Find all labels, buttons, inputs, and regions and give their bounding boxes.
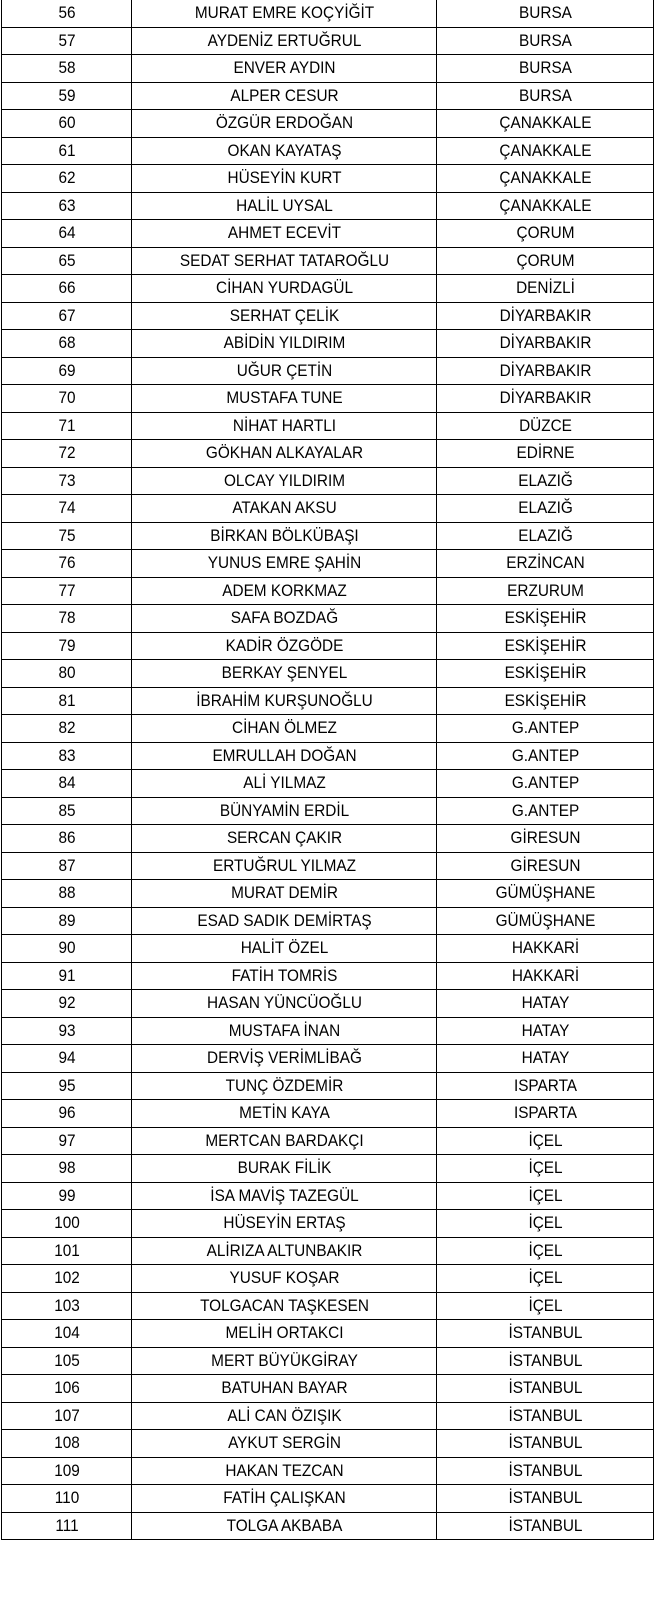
table-row: [2, 660, 654, 688]
city-cell: DİYARBAKIR: [444, 330, 646, 358]
table-row: [2, 1100, 654, 1128]
row-number-cell: 63: [6, 192, 127, 220]
name-cell: TOLGACAN TAŞKESEN: [142, 1292, 426, 1320]
table-row: [2, 27, 654, 55]
table-row: [2, 385, 654, 413]
row-number-cell: 74: [6, 495, 127, 523]
row-number-cell: 57: [6, 27, 127, 55]
city-cell: ESKİŞEHİR: [444, 687, 646, 715]
name-cell: HASAN YÜNCÜOĞLU: [142, 990, 426, 1018]
city-cell: HAKKARİ: [444, 962, 646, 990]
name-cell: İBRAHİM KURŞUNOĞLU: [142, 687, 426, 715]
city-cell: İSTANBUL: [444, 1347, 646, 1375]
table-row: [2, 1347, 654, 1375]
row-number-cell: 75: [6, 522, 127, 550]
city-cell: G.ANTEP: [444, 715, 646, 743]
row-number-cell: 58: [6, 55, 127, 83]
name-cell: TUNÇ ÖZDEMİR: [142, 1072, 426, 1100]
city-cell: ISPARTA: [444, 1072, 646, 1100]
row-number-cell: 79: [6, 632, 127, 660]
table-row: [2, 522, 654, 550]
row-number-cell: 66: [6, 275, 127, 303]
table-body: [2, 0, 654, 1540]
name-cell: HAKAN TEZCAN: [142, 1457, 426, 1485]
row-number-cell: 85: [6, 797, 127, 825]
row-number-cell: 67: [6, 302, 127, 330]
row-number-cell: 88: [6, 880, 127, 908]
table-row: [2, 467, 654, 495]
row-number-cell: 97: [6, 1127, 127, 1155]
table-row: [2, 1182, 654, 1210]
row-number-cell: 87: [6, 852, 127, 880]
city-cell: BURSA: [444, 27, 646, 55]
name-cell: ALPER CESUR: [142, 82, 426, 110]
row-number-cell: 91: [6, 962, 127, 990]
table-row: [2, 687, 654, 715]
name-cell: CİHAN YURDAGÜL: [142, 275, 426, 303]
city-cell: İÇEL: [444, 1127, 646, 1155]
table-row: [2, 1485, 654, 1513]
name-cell: BERKAY ŞENYEL: [142, 660, 426, 688]
table-row: [2, 82, 654, 110]
row-number-cell: 69: [6, 357, 127, 385]
city-cell: ÇANAKKALE: [444, 192, 646, 220]
table-row: [2, 742, 654, 770]
table-row: [2, 632, 654, 660]
name-cell: MUSTAFA İNAN: [142, 1017, 426, 1045]
table-row: [2, 825, 654, 853]
name-cell: ENVER AYDIN: [142, 55, 426, 83]
name-cell: BATUHAN BAYAR: [142, 1375, 426, 1403]
table-row: [2, 1155, 654, 1183]
city-cell: İÇEL: [444, 1210, 646, 1238]
table-row: [2, 1375, 654, 1403]
row-number-cell: 82: [6, 715, 127, 743]
table-row: [2, 495, 654, 523]
name-cell: CİHAN ÖLMEZ: [142, 715, 426, 743]
table-row: [2, 1430, 654, 1458]
city-cell: HAKKARİ: [444, 935, 646, 963]
table-row: [2, 357, 654, 385]
table-row: [2, 1457, 654, 1485]
row-number-cell: 109: [6, 1457, 127, 1485]
row-number-cell: 105: [6, 1347, 127, 1375]
table-row: [2, 1045, 654, 1073]
city-cell: İÇEL: [444, 1292, 646, 1320]
city-cell: HATAY: [444, 1017, 646, 1045]
row-number-cell: 99: [6, 1182, 127, 1210]
row-number-cell: 73: [6, 467, 127, 495]
name-cell: SERCAN ÇAKIR: [142, 825, 426, 853]
row-number-cell: 71: [6, 412, 127, 440]
name-cell: BÜNYAMİN ERDİL: [142, 797, 426, 825]
row-number-cell: 59: [6, 82, 127, 110]
table-row: [2, 770, 654, 798]
row-number-cell: 92: [6, 990, 127, 1018]
city-cell: ERZİNCAN: [444, 550, 646, 578]
city-cell: İSTANBUL: [444, 1485, 646, 1513]
name-cell: NİHAT HARTLI: [142, 412, 426, 440]
name-cell: BİRKAN BÖLKÜBAŞI: [142, 522, 426, 550]
city-cell: BURSA: [444, 82, 646, 110]
roster-table: [1, 0, 654, 1540]
name-cell: MERT BÜYÜKGİRAY: [142, 1347, 426, 1375]
name-cell: SERHAT ÇELİK: [142, 302, 426, 330]
name-cell: ERTUĞRUL YILMAZ: [142, 852, 426, 880]
city-cell: ELAZIĞ: [444, 467, 646, 495]
city-cell: İÇEL: [444, 1155, 646, 1183]
table-row: [2, 577, 654, 605]
city-cell: İSTANBUL: [444, 1402, 646, 1430]
table-row: [2, 1265, 654, 1293]
name-cell: METİN KAYA: [142, 1100, 426, 1128]
name-cell: YUSUF KOŞAR: [142, 1265, 426, 1293]
name-cell: YUNUS EMRE ŞAHİN: [142, 550, 426, 578]
name-cell: HÜSEYİN KURT: [142, 165, 426, 193]
city-cell: DİYARBAKIR: [444, 385, 646, 413]
name-cell: HALİL UYSAL: [142, 192, 426, 220]
row-number-cell: 77: [6, 577, 127, 605]
name-cell: ADEM KORKMAZ: [142, 577, 426, 605]
city-cell: ESKİŞEHİR: [444, 660, 646, 688]
name-cell: SAFA BOZDAĞ: [142, 605, 426, 633]
row-number-cell: 61: [6, 137, 127, 165]
row-number-cell: 110: [6, 1485, 127, 1513]
table-row: [2, 550, 654, 578]
row-number-cell: 100: [6, 1210, 127, 1238]
row-number-cell: 89: [6, 907, 127, 935]
table-row: [2, 1237, 654, 1265]
name-cell: AYKUT SERGİN: [142, 1430, 426, 1458]
table-row: [2, 1320, 654, 1348]
row-number-cell: 70: [6, 385, 127, 413]
table-row: [2, 1127, 654, 1155]
row-number-cell: 108: [6, 1430, 127, 1458]
city-cell: HATAY: [444, 1045, 646, 1073]
table-row: [2, 192, 654, 220]
city-cell: G.ANTEP: [444, 742, 646, 770]
name-cell: İSA MAVİŞ TAZEGÜL: [142, 1182, 426, 1210]
name-cell: HÜSEYİN ERTAŞ: [142, 1210, 426, 1238]
city-cell: BURSA: [444, 55, 646, 83]
table-row: [2, 1072, 654, 1100]
name-cell: FATİH TOMRİS: [142, 962, 426, 990]
name-cell: MERTCAN BARDAKÇI: [142, 1127, 426, 1155]
name-cell: KADİR ÖZGÖDE: [142, 632, 426, 660]
city-cell: BURSA: [444, 0, 646, 27]
city-cell: İSTANBUL: [444, 1430, 646, 1458]
table-row: [2, 440, 654, 468]
city-cell: ELAZIĞ: [444, 522, 646, 550]
table-row: [2, 605, 654, 633]
row-number-cell: 101: [6, 1237, 127, 1265]
city-cell: GİRESUN: [444, 852, 646, 880]
city-cell: İÇEL: [444, 1182, 646, 1210]
row-number-cell: 98: [6, 1155, 127, 1183]
row-number-cell: 83: [6, 742, 127, 770]
city-cell: ÇANAKKALE: [444, 137, 646, 165]
city-cell: G.ANTEP: [444, 797, 646, 825]
name-cell: GÖKHAN ALKAYALAR: [142, 440, 426, 468]
name-cell: ALİ YILMAZ: [142, 770, 426, 798]
name-cell: MELİH ORTAKCI: [142, 1320, 426, 1348]
city-cell: ÇANAKKALE: [444, 165, 646, 193]
row-number-cell: 76: [6, 550, 127, 578]
table-row: [2, 55, 654, 83]
table-row: [2, 412, 654, 440]
city-cell: ISPARTA: [444, 1100, 646, 1128]
city-cell: ÇORUM: [444, 247, 646, 275]
row-number-cell: 56: [6, 0, 127, 27]
row-number-cell: 64: [6, 220, 127, 248]
name-cell: TOLGA AKBABA: [142, 1512, 426, 1540]
table-row: [2, 962, 654, 990]
table-row: [2, 302, 654, 330]
table-row: [2, 330, 654, 358]
name-cell: ATAKAN AKSU: [142, 495, 426, 523]
city-cell: ÇANAKKALE: [444, 110, 646, 138]
name-cell: MUSTAFA TUNE: [142, 385, 426, 413]
city-cell: GÜMÜŞHANE: [444, 880, 646, 908]
city-cell: İÇEL: [444, 1237, 646, 1265]
name-cell: UĞUR ÇETİN: [142, 357, 426, 385]
table-row: [2, 1292, 654, 1320]
name-cell: AYDENİZ ERTUĞRUL: [142, 27, 426, 55]
row-number-cell: 80: [6, 660, 127, 688]
table-row: [2, 1210, 654, 1238]
name-cell: ALİ CAN ÖZIŞIK: [142, 1402, 426, 1430]
city-cell: GÜMÜŞHANE: [444, 907, 646, 935]
table-row: [2, 990, 654, 1018]
row-number-cell: 84: [6, 770, 127, 798]
table-row: [2, 880, 654, 908]
name-cell: SEDAT SERHAT TATAROĞLU: [142, 247, 426, 275]
city-cell: DİYARBAKIR: [444, 357, 646, 385]
table-row: [2, 907, 654, 935]
row-number-cell: 65: [6, 247, 127, 275]
city-cell: HATAY: [444, 990, 646, 1018]
name-cell: AHMET ECEVİT: [142, 220, 426, 248]
table-row: [2, 1402, 654, 1430]
city-cell: DENİZLİ: [444, 275, 646, 303]
city-cell: İSTANBUL: [444, 1320, 646, 1348]
row-number-cell: 78: [6, 605, 127, 633]
table-row: [2, 1512, 654, 1540]
row-number-cell: 103: [6, 1292, 127, 1320]
table-row: [2, 935, 654, 963]
city-cell: ERZURUM: [444, 577, 646, 605]
table-row: [2, 275, 654, 303]
name-cell: FATİH ÇALIŞKAN: [142, 1485, 426, 1513]
table-row: [2, 247, 654, 275]
name-cell: MURAT DEMİR: [142, 880, 426, 908]
name-cell: BURAK FİLİK: [142, 1155, 426, 1183]
name-cell: MURAT EMRE KOÇYİĞİT: [142, 0, 426, 27]
table-row: [2, 715, 654, 743]
row-number-cell: 93: [6, 1017, 127, 1045]
row-number-cell: 104: [6, 1320, 127, 1348]
table-row: [2, 165, 654, 193]
name-cell: OKAN KAYATAŞ: [142, 137, 426, 165]
city-cell: İSTANBUL: [444, 1512, 646, 1540]
row-number-cell: 106: [6, 1375, 127, 1403]
table-row: [2, 137, 654, 165]
city-cell: ELAZIĞ: [444, 495, 646, 523]
table-row: [2, 852, 654, 880]
city-cell: ÇORUM: [444, 220, 646, 248]
row-number-cell: 62: [6, 165, 127, 193]
city-cell: ESKİŞEHİR: [444, 632, 646, 660]
name-cell: HALİT ÖZEL: [142, 935, 426, 963]
row-number-cell: 107: [6, 1402, 127, 1430]
city-cell: GİRESUN: [444, 825, 646, 853]
row-number-cell: 94: [6, 1045, 127, 1073]
row-number-cell: 96: [6, 1100, 127, 1128]
name-cell: ÖZGÜR ERDOĞAN: [142, 110, 426, 138]
name-cell: ESAD SADIK DEMİRTAŞ: [142, 907, 426, 935]
table-row: [2, 110, 654, 138]
row-number-cell: 60: [6, 110, 127, 138]
row-number-cell: 111: [6, 1512, 127, 1540]
city-cell: G.ANTEP: [444, 770, 646, 798]
table-row: [2, 220, 654, 248]
name-cell: OLCAY YILDIRIM: [142, 467, 426, 495]
city-cell: ESKİŞEHİR: [444, 605, 646, 633]
city-cell: İÇEL: [444, 1265, 646, 1293]
table-row: [2, 1017, 654, 1045]
name-cell: EMRULLAH DOĞAN: [142, 742, 426, 770]
row-number-cell: 68: [6, 330, 127, 358]
row-number-cell: 81: [6, 687, 127, 715]
name-cell: DERVİŞ VERİMLİBAĞ: [142, 1045, 426, 1073]
row-number-cell: 90: [6, 935, 127, 963]
city-cell: DÜZCE: [444, 412, 646, 440]
table-row: [2, 0, 654, 27]
city-cell: İSTANBUL: [444, 1457, 646, 1485]
city-cell: EDİRNE: [444, 440, 646, 468]
row-number-cell: 95: [6, 1072, 127, 1100]
city-cell: DİYARBAKIR: [444, 302, 646, 330]
city-cell: İSTANBUL: [444, 1375, 646, 1403]
row-number-cell: 72: [6, 440, 127, 468]
row-number-cell: 102: [6, 1265, 127, 1293]
row-number-cell: 86: [6, 825, 127, 853]
name-cell: ALİRIZA ALTUNBAKIR: [142, 1237, 426, 1265]
table-row: [2, 797, 654, 825]
name-cell: ABİDİN YILDIRIM: [142, 330, 426, 358]
